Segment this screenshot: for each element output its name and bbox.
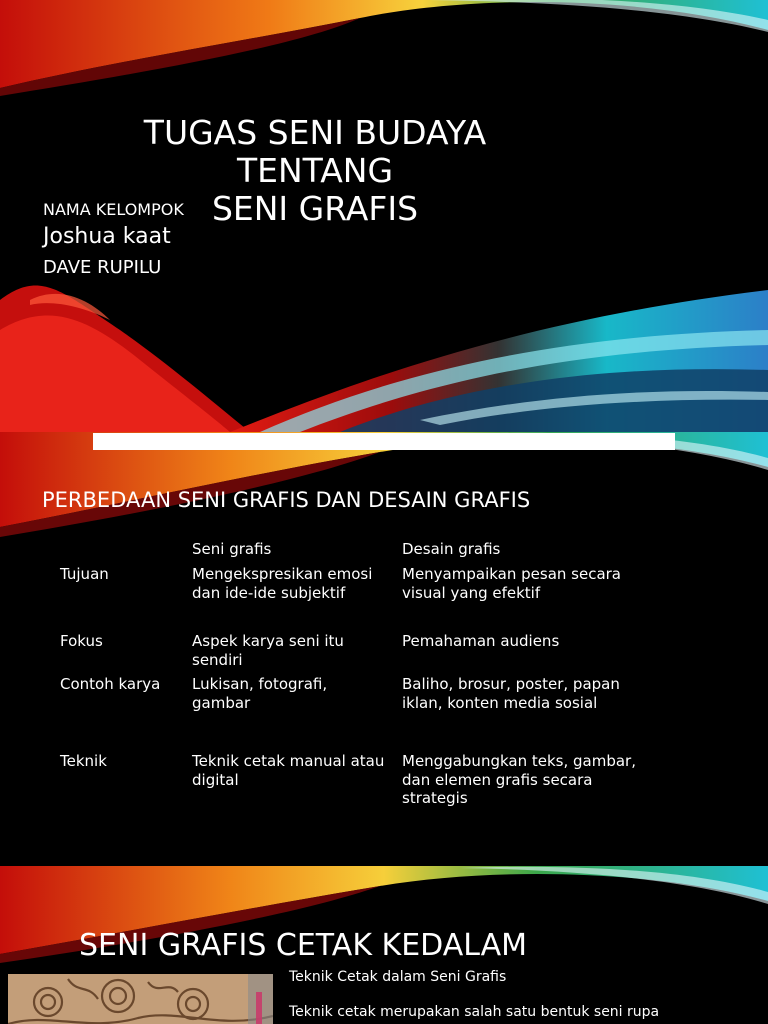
table-row-label: Tujuan [60,565,109,583]
table-cell: Lukisan, fotografi, gambar [192,675,328,712]
slide-2[interactable] [0,432,768,866]
table-cell: Aspek karya seni itu sendiri [192,632,344,669]
title-line-3: SENI GRAFIS [211,189,419,228]
table-cell: Pemahaman audiens [402,632,560,650]
table-row-label: Fokus [60,632,103,650]
table-header: Desain grafis [402,540,501,558]
member-name: Joshua kaat [43,224,171,249]
slide-divider-bar [93,433,675,450]
member-name: DAVE RUPILU [43,257,162,278]
slide-title: SENI GRAFIS CETAK KEDALAM [79,928,528,963]
table-row-label: Teknik [60,752,107,770]
slide-1[interactable] [0,0,768,432]
subheading: Teknik Cetak dalam Seni Grafis [289,969,507,985]
woodcut-print-photo [8,974,273,1024]
table-cell: Menyampaikan pesan secara visual yang efektif [402,565,622,602]
table-cell: Baliho, brosur, poster, papan iklan, konten media sosial [402,675,620,712]
table-cell: Mengekspresikan emosi dan ide-ide subjektif [192,565,373,602]
group-label: NAMA KELOMPOK [43,200,184,219]
photo-image-icon [8,974,273,1024]
title-line-1: TUGAS SENI BUDAYA [143,113,487,152]
slide-title: PERBEDAAN SENI GRAFIS DAN DESAIN GRAFIS [42,488,531,512]
table-cell: Menggabungkan teks, gambar, dan elemen grafis secara strategis [402,752,636,807]
table-header: Seni grafis [192,540,272,558]
paragraph: Teknik cetak merupakan salah satu bentuk seni rupa [289,1004,660,1020]
table-row-label: Contoh karya [60,675,161,693]
title-line-2: TENTANG [236,151,394,190]
table-cell: Teknik cetak manual atau digital [192,752,385,789]
slide-3[interactable] [0,866,768,1024]
